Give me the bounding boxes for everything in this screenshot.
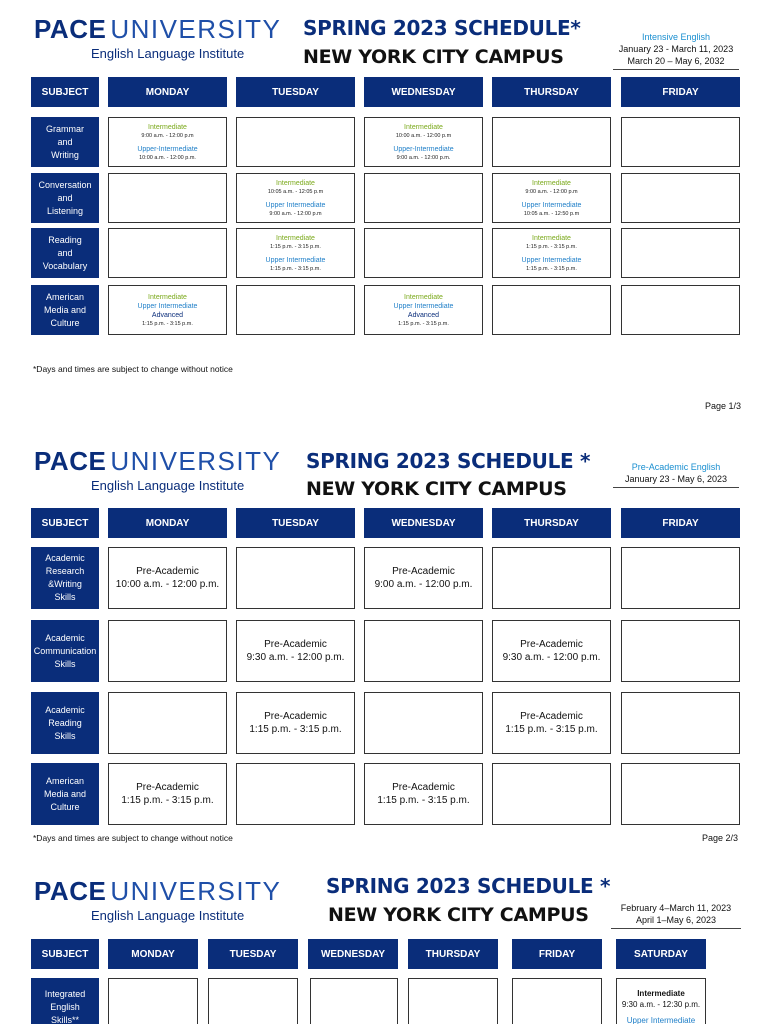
disclaimer-note: *Days and times are subject to change without notice <box>33 833 233 843</box>
cell-r3-wednesday: Pre-Academic 1:15 p.m. - 3:15 p.m. <box>364 763 483 825</box>
subject-conversation-listening: Conversation and Listening <box>31 173 99 223</box>
schedule-title: SPRING 2023 SCHEDULE* <box>303 16 581 40</box>
cell-r2-thursday: Pre-Academic 1:15 p.m. - 3:15 p.m. <box>492 692 611 754</box>
cell-r3-monday: Intermediate Upper Intermediate Advanced 1:15 p.m. - 3:15 p.m. <box>108 285 227 335</box>
header-tuesday: TUESDAY <box>236 77 355 107</box>
header-thursday: THURSDAY <box>492 77 611 107</box>
header-tuesday: TUESDAY <box>208 939 298 969</box>
cell-r0-wednesday <box>310 978 398 1024</box>
subject-grammar-writing: Grammar and Writing <box>31 117 99 167</box>
institute-name: English Language Institute <box>91 478 245 493</box>
term-dates-1: February 4–March 11, 2023 <box>620 903 732 913</box>
header-friday: FRIDAY <box>512 939 602 969</box>
term-dates <box>611 902 741 929</box>
subject-academic-research-writing: Academic Research &Writing Skills <box>31 547 99 609</box>
subject-american-media-culture: American Media and Culture <box>31 763 99 825</box>
header-subject: SUBJECT <box>31 508 99 538</box>
cell-r1-thursday: Intermediate 9:00 a.m. - 12:00 p.m Upper Intermediate 10:05 a.m. - 12:50 p.m <box>492 173 611 223</box>
cell-r3-wednesday: Intermediate Upper Intermediate Advanced 1:15 p.m. - 3:15 p.m. <box>364 285 483 335</box>
header-monday: MONDAY <box>108 939 198 969</box>
header-subject: SUBJECT <box>31 939 99 969</box>
institute-name: English Language Institute <box>91 908 245 923</box>
cell-r1-tuesday: Pre-Academic 9:30 a.m. - 12:00 p.m. <box>236 620 355 682</box>
cell-r2-tuesday: Intermediate 1:15 p.m. - 3:15 p.m. Upper Intermediate 1:15 p.m. - 3:15 p.m. <box>236 228 355 278</box>
pace-logo: PACE UNIVERSITY English Language Institute <box>34 876 282 923</box>
page-number: Page 1/3 <box>705 401 742 411</box>
schedule-title: SPRING 2023 SCHEDULE * <box>306 449 591 473</box>
campus-title: NEW YORK CITY CAMPUS <box>328 904 589 926</box>
institute-name: English Language Institute <box>91 46 245 61</box>
header-friday: FRIDAY <box>621 508 740 538</box>
pace-logo: PACE UNIVERSITY English Language Institute <box>34 446 282 493</box>
cell-r0-thursday <box>408 978 498 1024</box>
header-subject: SUBJECT <box>31 77 99 107</box>
subject-academic-communication: Academic Communication Skills <box>31 620 99 682</box>
header-wednesday: WEDNESDAY <box>364 77 483 107</box>
cell-r1-thursday: Pre-Academic 9:30 a.m. - 12:00 p.m. <box>492 620 611 682</box>
schedule-title: SPRING 2023 SCHEDULE * <box>326 874 611 898</box>
header-thursday: THURSDAY <box>492 508 611 538</box>
cell-r0-monday: Intermediate 9:00 a.m. - 12:00 p.m Upper-Intermediate 10:00 a.m. - 12:00 p.m. <box>108 117 227 167</box>
header-wednesday: WEDNESDAY <box>364 508 483 538</box>
cell-r0-wednesday: Pre-Academic 9:00 a.m. - 12:00 p.m. <box>364 547 483 609</box>
cell-r1-tuesday: Intermediate 10:05 a.m. - 12:05 p.m Upper Intermediate 9:00 a.m. - 12:00 p.m <box>236 173 355 223</box>
header-monday: MONDAY <box>108 508 227 538</box>
header-saturday: SATURDAY <box>616 939 706 969</box>
cell-r0-friday <box>512 978 602 1024</box>
term-dates-2: March 20 – May 6, 2032 <box>627 56 725 66</box>
header-tuesday: TUESDAY <box>236 508 355 538</box>
term-dates-2: April 1–May 6, 2023 <box>635 915 717 925</box>
header-wednesday: WEDNESDAY <box>308 939 398 969</box>
program-name: Pre-Academic English <box>631 462 721 472</box>
cell-r2-tuesday: Pre-Academic 1:15 p.m. - 3:15 p.m. <box>236 692 355 754</box>
pace-logo: PACE UNIVERSITY English Language Institute <box>34 14 282 61</box>
subject-integrated-english: Integrated English Skills** <box>31 978 99 1024</box>
page-number: Page 2/3 <box>702 833 739 843</box>
program-name: Intensive English <box>641 32 711 42</box>
campus-title: NEW YORK CITY CAMPUS <box>303 46 564 68</box>
cell-r3-monday: Pre-Academic 1:15 p.m. - 3:15 p.m. <box>108 763 227 825</box>
header-friday: FRIDAY <box>621 77 740 107</box>
campus-title: NEW YORK CITY CAMPUS <box>306 478 567 500</box>
cell-r0-monday <box>108 978 198 1024</box>
subject-american-media-culture: American Media and Culture <box>31 285 99 335</box>
disclaimer-note: *Days and times are subject to change without notice <box>33 364 233 374</box>
header-thursday: THURSDAY <box>408 939 498 969</box>
term-dates-1: January 23 - March 11, 2023 <box>618 44 734 54</box>
header-monday: MONDAY <box>108 77 227 107</box>
cell-r0-saturday: Intermediate 9:30 a.m. - 12:30 p.m. Upper Intermediate <box>616 978 706 1024</box>
cell-r0-wednesday: Intermediate 10:00 a.m. - 12:00 p.m Upper-Intermediate 9:00 a.m. - 12:00 p.m. <box>364 117 483 167</box>
subject-academic-reading: Academic Reading Skills <box>31 692 99 754</box>
subject-reading-vocabulary: Reading and Vocabulary <box>31 228 99 278</box>
term-dates-1: January 23 - May 6, 2023 <box>624 474 728 484</box>
cell-r2-thursday: Intermediate 1:15 p.m. - 3:15 p.m. Upper Intermediate 1:15 p.m. - 3:15 p.m. <box>492 228 611 278</box>
cell-r0-tuesday <box>208 978 298 1024</box>
cell-r0-monday: Pre-Academic 10:00 a.m. - 12:00 p.m. <box>108 547 227 609</box>
